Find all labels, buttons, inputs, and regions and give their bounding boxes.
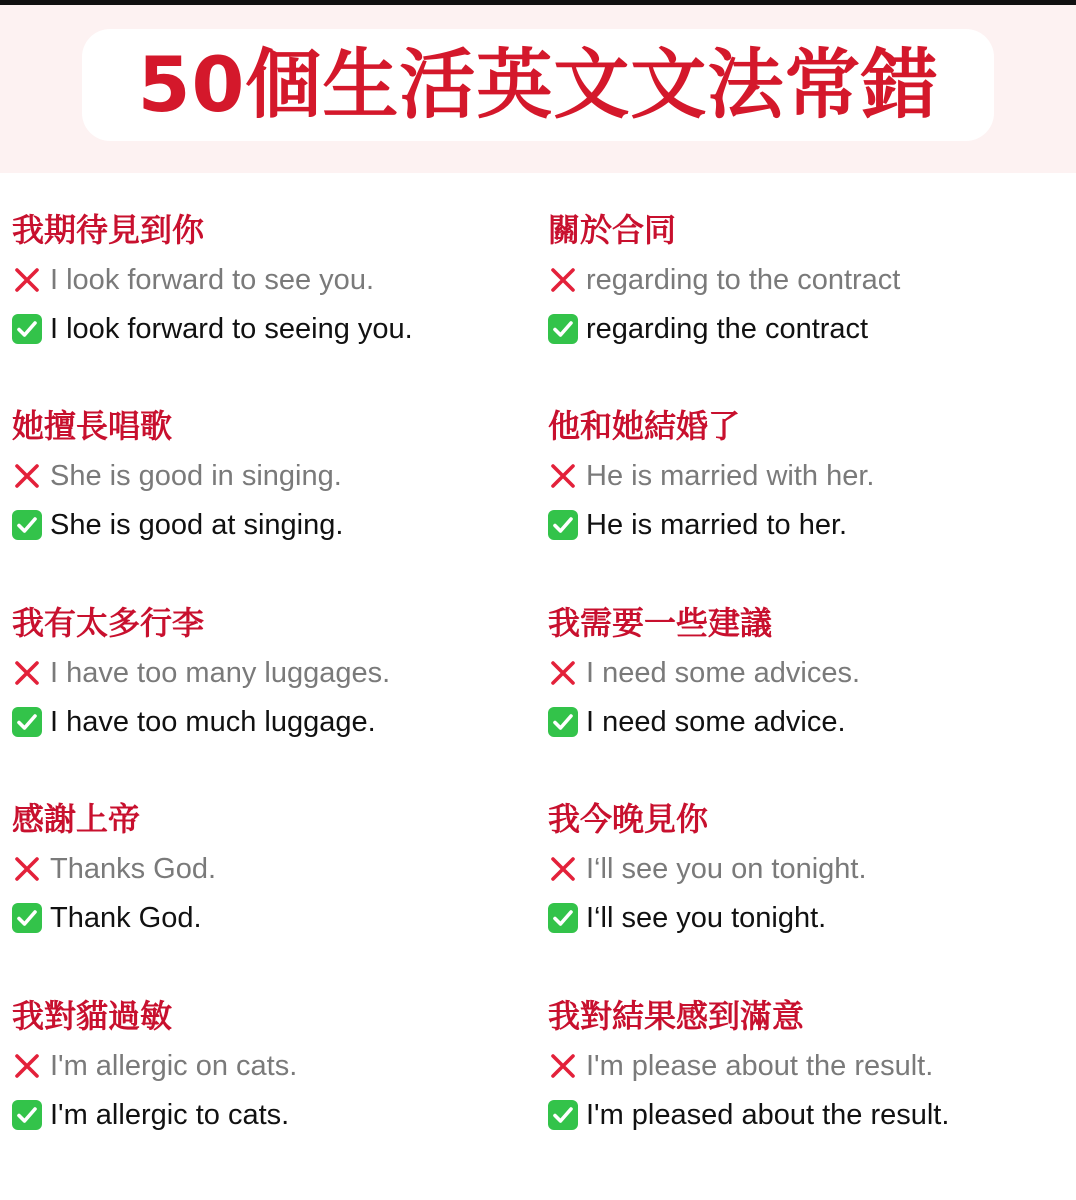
wrong-sentence: He is married with her. bbox=[586, 460, 875, 492]
wrong-sentence: I'm please about the result. bbox=[586, 1050, 934, 1082]
wrong-line bbox=[12, 851, 216, 887]
cross-icon bbox=[12, 461, 42, 491]
wrong-sentence: Thanks God. bbox=[50, 853, 217, 885]
cross-icon bbox=[548, 854, 578, 884]
header bbox=[0, 5, 1076, 173]
wrong-sentence: I need some advices. bbox=[586, 657, 861, 689]
wrong-sentence: I'm allergic on cats. bbox=[50, 1050, 298, 1082]
check-icon bbox=[12, 1100, 42, 1130]
right-line bbox=[548, 311, 868, 347]
check-icon bbox=[548, 903, 578, 933]
cross-icon bbox=[12, 854, 42, 884]
cross-icon bbox=[548, 461, 578, 491]
check-icon bbox=[548, 707, 578, 737]
wrong-line bbox=[548, 262, 900, 298]
right-sentence: I‘ll see you tonight. bbox=[586, 902, 827, 934]
right-line bbox=[12, 1097, 289, 1133]
phrase-heading: 我對貓過敏 bbox=[12, 997, 173, 1035]
page-title: 50個生活英文文法常錯 bbox=[137, 40, 939, 129]
phrase-heading: 感謝上帝 bbox=[12, 800, 141, 838]
cross-icon bbox=[12, 265, 42, 295]
right-line bbox=[548, 900, 826, 936]
phrase-heading: 我期待見到你 bbox=[12, 211, 205, 249]
wrong-line bbox=[12, 458, 342, 494]
right-sentence: She is good at singing. bbox=[50, 509, 344, 541]
phrase-heading: 我今晚見你 bbox=[548, 800, 709, 838]
cross-icon bbox=[12, 658, 42, 688]
right-line bbox=[12, 507, 343, 543]
check-icon bbox=[12, 903, 42, 933]
phrase-heading: 我有太多行李 bbox=[12, 604, 205, 642]
cross-icon bbox=[548, 265, 578, 295]
check-icon bbox=[548, 510, 578, 540]
cross-icon bbox=[12, 1051, 42, 1081]
right-sentence: I look forward to seeing you. bbox=[50, 313, 413, 345]
phrase-heading: 他和她結婚了 bbox=[548, 407, 741, 445]
right-line bbox=[12, 311, 413, 347]
wrong-line bbox=[12, 1048, 297, 1084]
wrong-line bbox=[548, 655, 860, 691]
wrong-line bbox=[12, 655, 390, 691]
wrong-line bbox=[548, 1048, 933, 1084]
phrase-heading: 我對結果感到滿意 bbox=[548, 997, 805, 1035]
title-box bbox=[82, 29, 994, 141]
right-sentence: I'm pleased about the result. bbox=[586, 1099, 950, 1131]
phrase-heading: 我需要一些建議 bbox=[548, 604, 773, 642]
right-line bbox=[548, 704, 846, 740]
right-line bbox=[12, 704, 376, 740]
right-line bbox=[548, 1097, 949, 1133]
check-icon bbox=[12, 314, 42, 344]
right-line bbox=[12, 900, 202, 936]
wrong-line bbox=[548, 458, 875, 494]
cross-icon bbox=[548, 658, 578, 688]
check-icon bbox=[12, 707, 42, 737]
wrong-line bbox=[548, 851, 867, 887]
wrong-sentence: I look forward to see you. bbox=[50, 264, 374, 296]
check-icon bbox=[548, 314, 578, 344]
phrase-heading: 她擅長唱歌 bbox=[12, 407, 173, 445]
cross-icon bbox=[548, 1051, 578, 1081]
right-sentence: regarding the contract bbox=[586, 313, 869, 345]
right-sentence: I'm allergic to cats. bbox=[50, 1099, 290, 1131]
wrong-sentence: I have too many luggages. bbox=[50, 657, 391, 689]
wrong-sentence: She is good in singing. bbox=[50, 460, 342, 492]
wrong-line bbox=[12, 262, 374, 298]
phrase-heading: 關於合同 bbox=[548, 211, 677, 249]
right-sentence: Thank God. bbox=[50, 902, 202, 934]
right-sentence: I have too much luggage. bbox=[50, 706, 376, 738]
right-sentence: He is married to her. bbox=[586, 509, 848, 541]
wrong-sentence: I‘ll see you on tonight. bbox=[586, 853, 867, 885]
check-icon bbox=[548, 1100, 578, 1130]
right-sentence: I need some advice. bbox=[586, 706, 846, 738]
check-icon bbox=[12, 510, 42, 540]
right-line bbox=[548, 507, 847, 543]
wrong-sentence: regarding to the contract bbox=[586, 264, 901, 296]
